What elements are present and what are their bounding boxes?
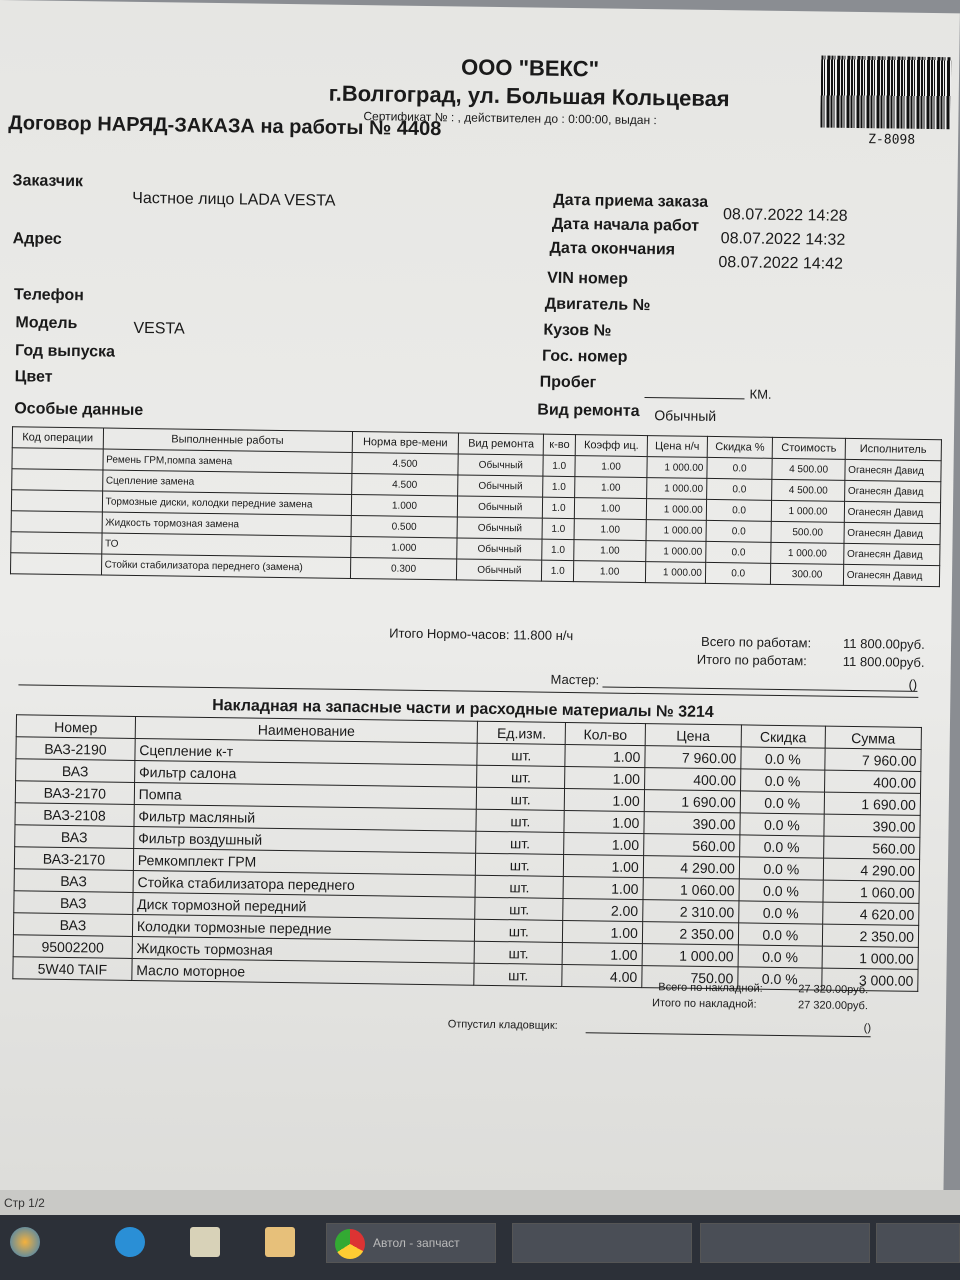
internet-explorer-icon[interactable]	[115, 1227, 145, 1257]
table-cell: ВАЗ-2108	[15, 803, 134, 827]
table-cell: Фильтр воздушный	[133, 826, 476, 853]
table-cell: 95002200	[13, 935, 132, 959]
table-cell: Сцепление замена	[102, 470, 351, 494]
table-cell: Масло моторное	[132, 958, 475, 985]
table-cell: 560.00	[823, 836, 919, 859]
table-cell: 400.00	[824, 770, 920, 793]
table-cell: Диск тормозной передний	[133, 892, 476, 919]
table-cell: 300.00	[771, 563, 844, 585]
table-cell: 1.0	[543, 455, 575, 476]
table-cell: 2 310.00	[643, 900, 739, 923]
table-cell: 1 000.00	[647, 478, 707, 500]
table-cell: 1.00	[565, 788, 645, 811]
table-cell: 0.0	[706, 541, 772, 563]
received-label: Дата приема заказа	[553, 191, 709, 211]
plate-label: Гос. номер	[541, 347, 628, 366]
table-cell: 0.0 %	[738, 923, 822, 946]
column-header: Кол-во	[565, 722, 645, 745]
barcode-text: Z-8098	[868, 132, 916, 148]
vin-label: VIN номер	[547, 269, 629, 288]
special-label: Особые данные	[14, 400, 144, 420]
phone-label: Телефон	[13, 286, 84, 305]
table-cell: 390.00	[824, 814, 920, 837]
column-header: Выполненные работы	[103, 428, 352, 452]
repair-type-label: Вид ремонта	[537, 401, 640, 420]
table-cell: 1.00	[565, 766, 645, 789]
table-cell: ВАЗ	[14, 869, 133, 893]
table-cell: шт.	[477, 787, 565, 810]
table-cell: Оганесян Давид	[844, 501, 941, 523]
table-cell: 2.00	[563, 898, 643, 921]
works-grand-label: Итого по работам:	[696, 651, 807, 669]
table-cell: Обычный	[457, 517, 542, 539]
column-header: Цена н/ч	[647, 436, 707, 458]
table-cell	[11, 532, 102, 554]
column-header: Сумма	[825, 726, 921, 749]
table-cell: Стойка стабилизатора переднего	[133, 870, 476, 897]
master-signature-line	[602, 686, 917, 691]
table-cell: Обычный	[457, 538, 542, 560]
table-cell: шт.	[476, 853, 564, 876]
table-cell: 1.0	[542, 518, 574, 539]
table-cell: 1.0	[543, 497, 575, 518]
column-header: Скидка %	[707, 436, 773, 458]
table-cell: 1 000.00	[645, 562, 705, 584]
table-cell: Сцепление к-т	[135, 738, 478, 765]
table-cell: 0.0	[706, 478, 772, 500]
table-cell: 1.00	[574, 540, 646, 562]
table-cell: 1 690.00	[824, 792, 920, 815]
table-cell: Жидкость тормозная замена	[102, 512, 351, 536]
taskbar-window-3[interactable]	[700, 1223, 870, 1263]
customer-label: Заказчик	[12, 172, 84, 191]
barcode	[820, 55, 951, 129]
table-cell: 0.0 %	[740, 791, 824, 814]
table-cell: 1.000	[350, 536, 457, 558]
table-cell: шт.	[477, 765, 565, 788]
start-label: Дата начала работ	[551, 215, 700, 235]
master-label: Мастер:	[550, 671, 600, 688]
table-cell: шт.	[474, 941, 562, 964]
status-bar	[0, 1190, 960, 1215]
table-cell: 1.00	[563, 876, 643, 899]
table-cell: Оганесян Давид	[845, 459, 942, 481]
table-cell: Ремень ГРМ,помпа замена	[103, 449, 352, 473]
parts-table	[12, 714, 922, 995]
table-cell: 1 000.00	[822, 946, 918, 969]
table-cell: шт.	[474, 963, 562, 986]
table-cell: 4 500.00	[772, 479, 845, 501]
table-cell: 1 060.00	[823, 880, 919, 903]
document-title: Договор НАРЯД-ЗАКАЗА на работы № 4408	[8, 112, 442, 141]
app-icon[interactable]	[265, 1227, 295, 1257]
table-cell: 0.0	[706, 520, 772, 542]
taskbar-chrome-window[interactable]	[326, 1223, 496, 1263]
parts-total-label: Всего по накладной:	[658, 981, 763, 995]
column-header: к-во	[543, 434, 575, 455]
column-header: Норма вре-мени	[352, 431, 459, 453]
table-cell: 1 000.00	[647, 457, 707, 479]
table-cell: 5W40 TAIF	[13, 957, 132, 981]
table-cell: 4.500	[351, 473, 458, 495]
end-label: Дата окончания	[549, 239, 676, 259]
table-cell: 1.00	[564, 810, 644, 833]
table-cell: Обычный	[457, 559, 542, 581]
chrome-icon	[335, 1229, 365, 1259]
table-cell: 390.00	[644, 812, 740, 835]
file-explorer-icon[interactable]	[190, 1227, 220, 1257]
mileage-field	[645, 397, 745, 399]
table-cell: Жидкость тормозная	[132, 936, 475, 963]
table-cell: 3 000.00	[822, 968, 918, 991]
divider	[18, 684, 918, 698]
table-cell: ВАЗ-2170	[14, 847, 133, 871]
storekeeper-paren: ()	[863, 1022, 872, 1035]
column-header: Исполнитель	[845, 438, 942, 460]
column-header: Вид ремонта	[458, 433, 543, 455]
table-cell: 750.00	[642, 966, 738, 989]
table-cell: 1 000.00	[646, 541, 706, 563]
table-cell: ТО	[101, 533, 350, 557]
model-label: Модель	[15, 314, 78, 333]
table-cell: 0.500	[351, 515, 458, 537]
table-cell: 1.000	[351, 494, 458, 516]
parts-grand-label: Итого по накладной:	[651, 997, 757, 1011]
table-cell: шт.	[475, 875, 563, 898]
table-cell: 1 000.00	[772, 500, 845, 522]
column-header: Код операции	[12, 427, 103, 449]
engine-label: Двигатель №	[544, 295, 651, 315]
table-cell: 0.0 %	[738, 967, 822, 990]
body-label: Кузов №	[543, 321, 612, 340]
table-cell: 0.0 %	[740, 835, 824, 858]
column-header: Коэфф иц.	[575, 435, 647, 457]
km-label: КМ.	[749, 386, 772, 402]
company-address: г.Волгоград, ул. Большая Кольцевая	[328, 80, 730, 112]
table-cell: 1.00	[562, 942, 642, 965]
table-cell: 4 290.00	[823, 858, 919, 881]
table-cell: 0.0	[707, 457, 773, 479]
table-cell	[11, 490, 102, 512]
table-cell: 560.00	[643, 834, 739, 857]
table-cell: 0.0 %	[739, 879, 823, 902]
table-cell: 1 000.00	[771, 542, 844, 564]
table-cell: 0.0 %	[740, 769, 824, 792]
table-cell: 0.0 %	[739, 857, 823, 880]
year-label: Год выпуска	[14, 342, 116, 361]
start-button-icon[interactable]	[10, 1227, 40, 1257]
mileage-label: Пробег	[539, 373, 597, 392]
table-cell: Обычный	[458, 454, 543, 476]
table-cell: 7 960.00	[645, 746, 741, 769]
customer-value: Частное лицо LADA VESTA	[132, 189, 336, 210]
company-name: ООО "ВЕКС"	[460, 54, 600, 82]
table-cell: Фильтр масляный	[134, 804, 477, 831]
column-header: Цена	[645, 724, 741, 747]
model-value: VESTA	[133, 319, 185, 338]
table-cell: ВАЗ	[13, 913, 132, 937]
table-cell: Оганесян Давид	[843, 543, 940, 565]
storekeeper-signature-line	[586, 1032, 871, 1037]
table-cell: Оганесян Давид	[844, 480, 941, 502]
table-cell: ВАЗ	[14, 891, 133, 915]
table-cell	[12, 448, 103, 470]
table-cell: Оганесян Давид	[843, 564, 940, 586]
table-cell: 2 350.00	[822, 924, 918, 947]
table-cell: 1.00	[575, 477, 647, 499]
table-cell: Обычный	[458, 475, 543, 497]
table-cell: 1 060.00	[643, 878, 739, 901]
table-cell: шт.	[476, 831, 564, 854]
chrome-window-title: Автол - запчаст	[373, 1236, 460, 1250]
end-value: 08.07.2022 14:42	[718, 254, 844, 273]
color-label: Цвет	[14, 368, 53, 386]
table-cell: 4 620.00	[823, 902, 919, 925]
table-cell: 1 690.00	[644, 790, 740, 813]
column-header: Скидка	[741, 725, 825, 748]
received-value: 08.07.2022 14:28	[722, 206, 848, 225]
works-total-value: 11 800.00руб.	[842, 635, 925, 652]
taskbar	[0, 1215, 960, 1280]
repair-type-value: Обычный	[654, 407, 717, 425]
parts-title: Накладная на запасные части и расходные материалы № 3214	[212, 697, 714, 722]
table-cell: 4 500.00	[772, 458, 845, 480]
table-cell: 500.00	[771, 521, 844, 543]
table-cell: 1.00	[573, 561, 645, 583]
column-header: Ед.изм.	[477, 721, 565, 744]
table-cell: 7 960.00	[825, 748, 921, 771]
table-cell	[12, 469, 103, 491]
table-cell: 2 350.00	[642, 922, 738, 945]
table-cell: ВАЗ-2190	[16, 737, 135, 761]
table-cell: 0.0	[706, 499, 772, 521]
address-label: Адрес	[12, 230, 62, 248]
table-cell: Тормозные диски, колодки передние замена	[102, 491, 351, 515]
table-cell: 4 290.00	[643, 856, 739, 879]
table-cell: шт.	[475, 897, 563, 920]
table-cell	[11, 511, 102, 533]
start-value: 08.07.2022 14:32	[720, 230, 846, 249]
works-table	[10, 426, 942, 587]
table-cell: 1.00	[574, 498, 646, 520]
table-cell: 1.00	[563, 920, 643, 943]
works-grand-value: 11 800.00руб.	[842, 653, 925, 670]
table-cell: 1.00	[565, 744, 645, 767]
total-hours: Итого Нормо-часов: 11.800 н/ч	[389, 625, 574, 644]
parts-grand-value: 27 320.00руб.	[797, 999, 869, 1013]
table-cell: 1.0	[542, 539, 574, 560]
table-cell: 1.0	[542, 560, 574, 581]
table-cell: Помпа	[134, 782, 477, 809]
parts-total-value: 27 320.00руб.	[798, 983, 869, 997]
certificate-line: Сертификат № : , действителен до : 0:00:00, выдан :	[363, 109, 657, 128]
table-cell: Стойки стабилизатора переднего (замена)	[101, 554, 350, 578]
table-cell: 1 000.00	[646, 499, 706, 521]
table-cell: 0.0	[705, 562, 771, 584]
table-cell: шт.	[475, 919, 563, 942]
table-cell: 4.500	[352, 452, 459, 474]
table-cell: Ремкомплект ГРМ	[133, 848, 476, 875]
taskbar-window-4[interactable]	[876, 1223, 960, 1263]
table-cell: 1.00	[564, 854, 644, 877]
table-cell: 0.300	[350, 557, 457, 579]
table-cell: 1 000.00	[646, 520, 706, 542]
table-cell	[10, 553, 101, 575]
table-cell: Оганесян Давид	[844, 522, 941, 544]
storekeeper-label: Отпустил кладовщик:	[447, 1018, 558, 1032]
table-cell: 4.00	[562, 964, 642, 987]
table-cell: ВАЗ	[16, 759, 135, 783]
table-cell: 1.00	[574, 519, 646, 541]
table-cell: Колодки тормозные передние	[132, 914, 475, 941]
taskbar-window-2[interactable]	[512, 1223, 692, 1263]
table-cell: шт.	[477, 743, 565, 766]
table-cell: Фильтр салона	[134, 760, 477, 787]
column-header: Наименование	[135, 716, 478, 743]
column-header: Номер	[16, 715, 135, 739]
table-cell: ВАЗ-2170	[15, 781, 134, 805]
table-cell: 0.0 %	[740, 813, 824, 836]
table-cell: 1 000.00	[642, 944, 738, 967]
column-header: Стоимость	[773, 437, 846, 459]
table-cell: 1.00	[564, 832, 644, 855]
page-indicator: Стр 1/2	[4, 1196, 45, 1210]
table-cell: Обычный	[458, 496, 543, 518]
table-cell: ВАЗ	[15, 825, 134, 849]
table-cell: 1.00	[575, 456, 647, 478]
table-cell: шт.	[476, 809, 564, 832]
table-cell: 0.0 %	[739, 901, 823, 924]
table-cell: 0.0 %	[738, 945, 822, 968]
table-cell: 0.0 %	[741, 747, 825, 770]
master-paren: ()	[908, 676, 918, 692]
works-total-label: Всего по работам:	[701, 633, 812, 651]
table-cell: 400.00	[644, 768, 740, 791]
table-cell: 1.0	[543, 476, 575, 497]
